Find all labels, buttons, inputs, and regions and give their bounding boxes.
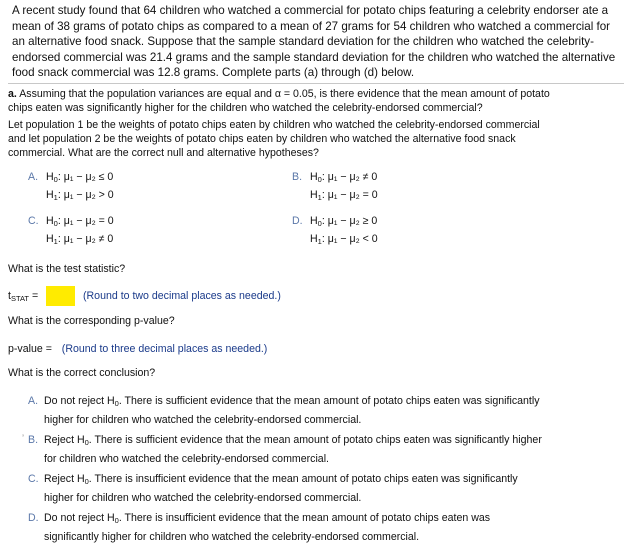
option-letter: B. [28,434,39,446]
option-letter: D. [292,215,303,227]
part-a-label: a. [8,88,17,100]
conclusion-text: Reject $H_0$. There is sufficient evidence that the mean amount of potato chips eaten was significantly higher for children who watched the celebrity-endorsed commercial. [44,434,542,465]
cursor-mark-icon: ’ [22,433,24,443]
option-letter: A. [28,171,39,183]
pvalue-question: What is the corresponding p-value? [8,315,175,327]
option-letter: A. [28,395,39,407]
pvalue-row [8,343,267,355]
option-letter: D. [28,512,39,524]
h1-expression: : μ₁ − μ₂ = 0 [321,188,378,201]
h0-expression: : μ₁ − μ₂ ≥ 0 [321,215,378,227]
pvalue-hint: (Round to three decimal places as needed.) [61,343,268,355]
option-letter: C. [28,473,39,485]
part-a-question [8,88,568,116]
problem-intro: A recent study found that 64 children who watched a commercial for potato chips featuring a celebrity endorser ate a mean of 38 grams of potato chips as compared to a mean of 27 grams for 54 children who watched a commercial for an alternative food snack. Suppose that the sample standard deviation for the children who watched the celebrity-endorsed commercial was 21.4 grams and the sample standard deviation for the children who watched the alternative food snack commercial was 12.8 grams. Complete parts (a) through (d) below. [12,4,616,80]
alpha-symbol: α [274,88,281,100]
conclusion-text: Do not reject $H_0$. There is insufficient evidence that the mean amount of potato chips eaten was significantly higher for children who watched the celebrity-endorsed commercial. [44,512,491,543]
h0-expression: : μ₁ − μ₂ = 0 [57,215,114,227]
tstat-input[interactable] [46,286,75,306]
conclusion-text: Do not reject $H_0$. There is sufficient evidence that the mean amount of potato chips eaten was significantly higher for children who watched the celebrity-endorsed commercial. [44,395,540,426]
test-statistic-question: What is the test statistic? [8,263,126,275]
divider [8,83,624,84]
populations-text: Let population 1 be the weights of potato chips eaten by children who watched the celebrity-endorsed commercial and let population 2 be the weights of potato chips eaten by children who watched the alternative food snack commercial. What are the correct null and alternative hypotheses? [8,119,540,159]
conclusion-question: What is the correct conclusion? [8,367,156,379]
part-a-text-post: = 0.05, is there evidence that the mean amount of potato chips eaten was significantly higher for the children who watched the celebrity-endorsed commercial? [8,88,550,114]
h1-expression: : μ₁ − μ₂ < 0 [321,232,378,245]
pvalue-label: p-value = [8,343,52,355]
h1-expression: : μ₁ − μ₂ ≠ 0 [57,232,114,245]
tstat-hint: (Round to two decimal places as needed.) [83,290,281,302]
h1-expression: : μ₁ − μ₂ > 0 [57,188,114,201]
tstat-label: $t_{STAT}$ = [8,290,39,303]
conclusion-text: Reject $H_0$. There is insufficient evidence that the mean amount of potato chips eaten was significantly higher for children who watched the celebrity-endorsed commercial. [44,473,518,504]
option-letter: B. [292,171,303,183]
part-a-text-pre: Assuming that the population variances are equal and [16,88,275,100]
h0-expression: : μ₁ − μ₂ ≤ 0 [57,171,114,183]
h0-expression: : μ₁ − μ₂ ≠ 0 [321,171,378,183]
option-letter: C. [28,215,39,227]
